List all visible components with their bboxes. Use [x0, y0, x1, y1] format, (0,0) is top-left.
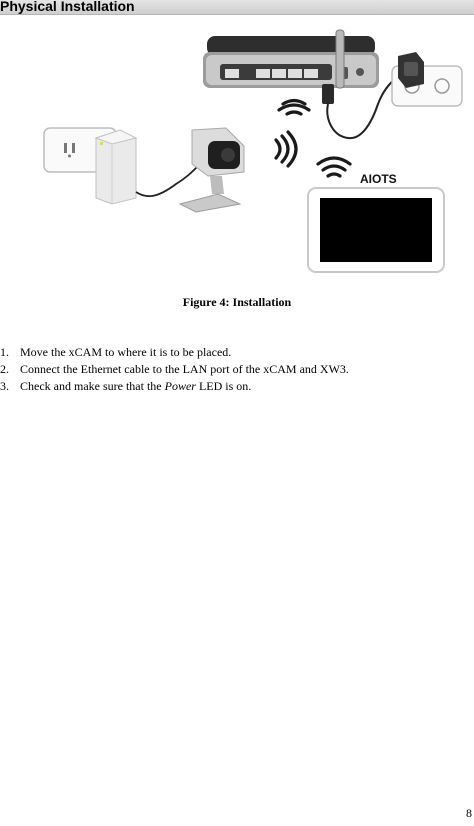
installation-figure: [0, 20, 474, 290]
step-text: Connect the Ethernet cable to the LAN port of the xCAM and XW3.: [20, 362, 349, 376]
step-text-suffix: LED is on.: [195, 379, 252, 393]
power-adapter-icon: [96, 130, 136, 204]
installation-steps: [0, 344, 349, 395]
figure-caption: Figure 4: Installation: [182, 295, 292, 309]
power-cable-icon: [136, 166, 198, 196]
list-item: [0, 361, 349, 378]
power-plug-icon: [398, 52, 424, 88]
tablet-label: AIOTS: [360, 172, 397, 186]
step-text: Move the xCAM to where it is to be placed.: [20, 345, 232, 359]
tablet-icon: [308, 188, 444, 272]
step-text-emphasis: Power: [164, 379, 196, 393]
section-header-bar: [0, 0, 474, 15]
page-number: 8: [466, 806, 472, 820]
step-number: 2.: [0, 362, 9, 376]
step-text-prefix: Check and make sure that the: [20, 379, 165, 393]
list-item: [0, 344, 349, 361]
step-number: 1.: [0, 345, 9, 359]
wifi-signal-icon: [318, 158, 350, 176]
step-number: 3.: [0, 379, 9, 393]
section-title: Physical Installation: [0, 0, 135, 14]
wifi-signal-icon: [276, 132, 296, 166]
camera-icon: [180, 128, 244, 212]
wifi-signal-icon: [279, 101, 309, 115]
router-icon: [203, 30, 379, 88]
list-item: [0, 378, 349, 395]
